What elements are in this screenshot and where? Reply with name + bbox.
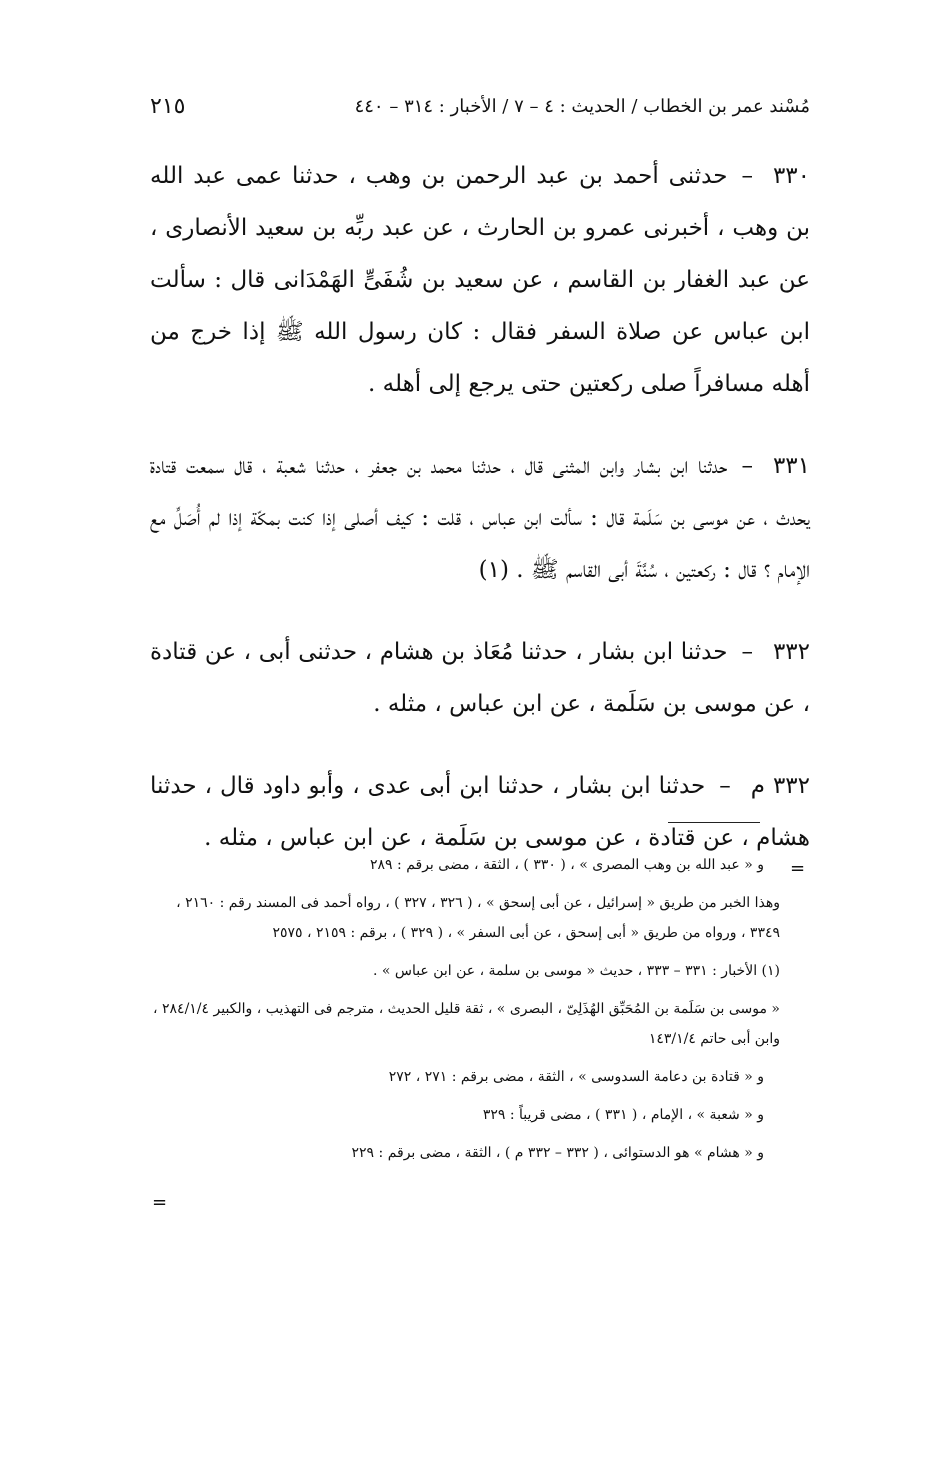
hadith-text: حدثنا ابن بشار وابن المثنى قال ، حدثنا محمد بن جعفر ، حدثنا شعبة ، قال سمعت قتادة يحدث ، عن موسى بن سَلَمة قال : سألت ابن عباس ، قلت : كيف أصلى إذا كنت بمكّة إذا لم أُصَلِّ مع الإمام ؟ قال : ركعتين ، سُنَّةَ أبى القاسم ﷺ . (١) — [150, 453, 810, 583]
footnote-item: و « قتادة بن دعامة السدوسى » ، الثقة ، مضى برقم : ٢٧١ ، ٢٧٢ — [388, 1069, 764, 1085]
running-title: مُسْند عمر بن الخطاب / الحديث : ٤ – ٧ / الأخبار : ٣١٤ – ٤٤٠ — [354, 95, 810, 117]
hadith-331 — [150, 440, 810, 596]
footnote-divider — [668, 822, 760, 823]
hadith-332 — [150, 626, 810, 730]
hadith-number: ٣٣٠ — [772, 163, 810, 189]
footnote-item: (١) الأخبار : ٣٣١ – ٣٣٣ ، حديث « موسى بن سلمة ، عن ابن عباس » . — [372, 963, 780, 979]
hadith-332m — [150, 760, 810, 864]
hadith-dash: – — [719, 773, 731, 799]
page-header — [150, 86, 810, 126]
hadith-text: حدثنا ابن بشار ، حدثنا مُعَاذ بن هشام ، حدثنى أبى ، عن قتادة ، عن موسى بن سَلَمة ، عن ابن عباس ، مثله . — [150, 639, 810, 717]
hadith-330 — [150, 150, 810, 410]
page-number: ٢١٥ — [150, 93, 186, 119]
hadith-text: حدثنى أحمد بن عبد الرحمن بن وهب ، حدثنا عمى عبد الله بن وهب ، أخبرنى عمرو بن الحارث ، عن عبد ربِّه بن سعيد الأنصارى ، عن عبد الغفار بن القاسم ، عن سعيد بن شُفَىٍّ الهَمْدَانى قال : سألت ابن عباس عن صلاة السفر فقال : كان رسول الله ﷺ إذا خرج من أهله مسافراً صلى ركعتين حتى يرجع إلى أهله . — [150, 163, 810, 397]
footnotes — [150, 850, 810, 1176]
footnote-item: وهذا الخبر من طريق « إسرائيل ، عن أبى إسحق » ، ( ٣٢٦ ، ٣٢٧ ) ، رواه أحمد فى المسند رقم : ٢١٦٠ ، ٣٣٤٩ ، ورواه من طريق « أبى إسحق ، عن أبى السفر » ، ( ٣٢٩ ) ، برقم : ٢١٥٩ ، ٢٥٧٥ — [176, 895, 780, 941]
footnote-item: « موسى بن سَلَمة بن المُحَبِّق الهُذَلِىّ ، البصرى » ، ثقة قليل الحديث ، مترجم فى التهذيب ، والكبير ٢٨٤/١/٤ ، وابن أبى حاتم ١٤٣/١/٤ — [153, 1001, 780, 1047]
hadith-number: ٣٣١ — [772, 453, 810, 479]
continuation-mark-bottom: = — [152, 1192, 168, 1213]
hadith-dash: – — [741, 639, 753, 665]
hadith-dash: – — [741, 453, 753, 479]
hadith-dash: – — [741, 163, 753, 189]
footnote-item: و « هشام » هو الدستوائى ، ( ٣٣٢ – ٣٣٢ م ) ، الثقة ، مضى برقم : ٢٢٩ — [351, 1145, 764, 1161]
hadith-number: ٣٣٢ م — [750, 773, 810, 799]
main-text — [150, 150, 810, 894]
footnote-item: و « عبد الله بن وهب المصرى » ، ( ٣٣٠ ) ، الثقة ، مضى برقم : ٢٨٩ — [370, 857, 764, 873]
hadith-number: ٣٣٢ — [772, 639, 810, 665]
continuation-mark-top: = — [790, 858, 806, 879]
hadith-text: حدثنا ابن بشار ، حدثنا ابن أبى عدى ، وأبو داود قال ، حدثنا هشام ، عن قتادة ، عن موسى بن سَلَمة ، عن ابن عباس ، مثله . — [150, 773, 810, 851]
footnote-item: و « شعبة » ، الإمام ، ( ٣٣١ ) ، مضى قريباً : ٣٢٩ — [482, 1107, 764, 1123]
